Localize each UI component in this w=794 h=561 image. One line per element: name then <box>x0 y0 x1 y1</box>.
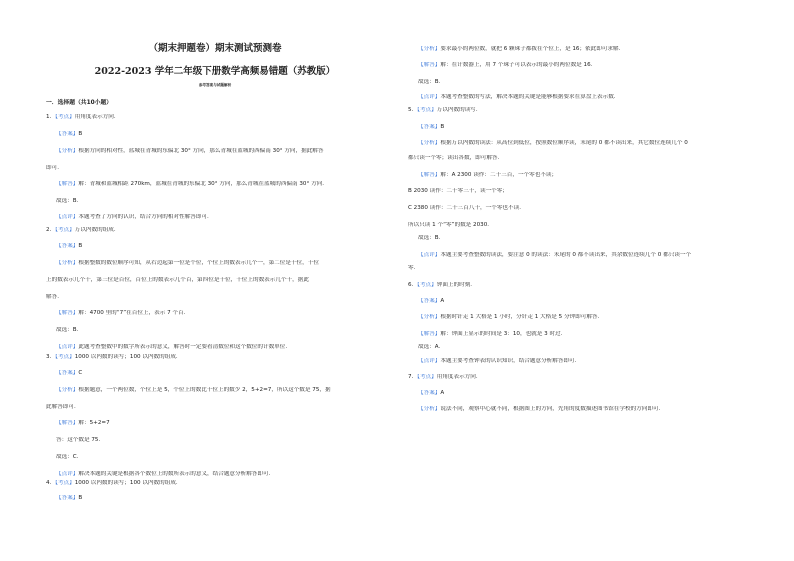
label-tag: 【解答】 <box>418 172 441 178</box>
right-text-line: 【分析】说法不同，观察中心就不同，根据图上的方向，先角的度数描述图书馆在学校的方向即可. <box>418 406 661 412</box>
label-tag: 【解答】 <box>418 331 441 337</box>
label-tag: 【考点】 <box>55 480 75 486</box>
label-tag: 【解答】 <box>56 181 79 187</box>
left-text-line: 故选：B. <box>56 198 79 204</box>
label-tag: 【分析】 <box>418 314 441 320</box>
label-tag: 【点评】 <box>56 344 79 350</box>
label-tag: 【点评】 <box>418 252 441 258</box>
right-text-line: 【答案】A <box>418 298 445 304</box>
right-text-line: 【分析】要求最小的两位数，就把 6 颗珠子都拨在个位上，是 16；依此即可求解. <box>418 46 621 52</box>
label-tag: 【解答】 <box>418 62 441 68</box>
left-text-line: 【解答】解：4700 里的“7”在百位上，表示 7 个百. <box>56 310 186 316</box>
left-text-line: 故选：C. <box>56 454 79 460</box>
page-title: （期末押题卷）期末测试预测卷 <box>148 43 282 54</box>
right-text-line: B 2030 读作：二千零三十，读一个零； <box>408 188 508 194</box>
right-text-line: 【解答】解：钟面上显示的时间是 3：10，也就是 3 时过. <box>418 331 563 337</box>
label-tag: 【分析】 <box>56 387 79 393</box>
left-text-line: 2．【考点】万以内数的组成. <box>46 227 116 233</box>
label-tag: 【考点】 <box>55 114 75 120</box>
right-text-line: C 2380 读作：二千三百八十，一个零也不读. <box>408 205 521 211</box>
right-text-line: 都只读一个零；读出各数，即可解答. <box>408 155 500 161</box>
right-text-line: 所以只读 1 个“零”的数是 2030. <box>408 222 490 228</box>
left-text-line: 解答. <box>46 294 59 300</box>
label-tag: 【答案】 <box>56 131 79 137</box>
label-tag: 【答案】 <box>56 370 79 376</box>
right-text-line: 【解答】解：A 2300 读作：二千三百，一个零也不读； <box>418 172 558 178</box>
left-text-line: 【答案】B <box>56 243 83 249</box>
label-tag: 【答案】 <box>56 243 79 249</box>
label-tag: 【分析】 <box>56 260 79 266</box>
label-tag: 【点评】 <box>418 94 441 100</box>
right-text-line: 【分析】根据万以内数的读法：从高位到低位，按照数位顺序读，末尾的 0 都不读出来，其它数位连续几个 0 <box>418 140 688 146</box>
left-text-line: 【点评】此题考查整数中的数字所表示的意义，解答时一定要看清数位和这个数位的计数单位. <box>56 344 288 350</box>
left-text-line: 【解答】解：青城和蓝城相距 270km，蓝城在青城的东偏北 30° 方向，那么青城在蓝城的西偏南 30° 方向. <box>56 181 325 187</box>
left-text-line: 【答案】B <box>56 131 83 137</box>
page-subtitle: 2022-2023 学年二年级下册数学高频易错题（苏教版） <box>94 66 336 77</box>
label-tag: 【答案】 <box>418 390 441 396</box>
left-text-line: 【解答】解：5+2=7 <box>56 420 110 426</box>
label-tag: 【考点】 <box>417 374 437 380</box>
left-text-line: 此解答即可. <box>46 404 76 410</box>
right-text-line: 【答案】A <box>418 390 445 396</box>
right-text-line: 5．【考点】万以内数的读写. <box>408 107 478 113</box>
label-tag: 【考点】 <box>55 227 75 233</box>
right-text-line: 故选：B. <box>418 79 441 85</box>
label-tag: 【答案】 <box>418 124 441 130</box>
left-text-line: 【分析】根据题意，一个两位数，个位上是 5，个位上的数比十位上的数少 2，5+2=7，所以这个数是 75，据 <box>56 387 331 393</box>
left-text-line: 【答案】B <box>56 495 83 501</box>
right-text-line: 故选：A. <box>418 344 441 350</box>
label-tag: 【解答】 <box>56 420 79 426</box>
left-text-line: 1．【考点】用角度表示方向. <box>46 114 116 120</box>
label-tag: 【答案】 <box>418 298 441 304</box>
right-text-line: 【分析】根据时针走 1 大格是 1 小时，分针走 1 大格是 5 分钟即可解答. <box>418 314 600 320</box>
left-text-line: 3．【考点】1000 以内数的读写；100 以内数的组成. <box>46 354 178 360</box>
answer-heading: 参考答案与试题解析 <box>198 83 232 87</box>
right-text-line: 【点评】本题考查整数的写法，解决本题的关键是能够根据要求在算盘上表示数. <box>418 94 616 100</box>
right-text-line: 【点评】本题主要考查钟表的认识知识，结合题意分析解答即可. <box>418 358 577 364</box>
left-text-line: 故选：B. <box>56 327 79 333</box>
label-tag: 【分析】 <box>418 406 441 412</box>
left-text-line: 上的数表示几个十，第三位是百位，百位上的数表示几个百，第四位是千位，千位上的数表示几个千，据此 <box>46 277 309 283</box>
label-tag: 【分析】 <box>56 148 79 154</box>
left-text-line: 答：这个数是 75. <box>56 437 101 443</box>
label-tag: 【考点】 <box>417 282 437 288</box>
right-text-line: 【答案】B <box>418 124 445 130</box>
right-text-line: 零. <box>408 265 416 271</box>
label-tag: 【点评】 <box>418 358 441 364</box>
right-text-line: 6．【考点】钟面上的时刻. <box>408 282 473 288</box>
right-text-line: 【解答】解：在计数器上，用 7 个珠子可以表示的最小的两位数是 16. <box>418 62 593 68</box>
label-tag: 【点评】 <box>56 214 79 220</box>
label-tag: 【分析】 <box>418 46 441 52</box>
left-text-line: 4．【考点】1000 以内数的读写；100 以内数的组成. <box>46 480 178 486</box>
label-tag: 【分析】 <box>418 140 441 146</box>
left-text-line: 【分析】根据方向的相对性，蓝城在青城的东偏北 30° 方向，那么青城在蓝城的西偏南 30° 方向，据此解答 <box>56 148 324 154</box>
right-text-line: 【点评】本题主要考查整数的读法，要注意 0 的读法：末尾的 0 都不读出来，其余数位连续几个 0 都只读一个 <box>418 252 692 258</box>
label-tag: 【解答】 <box>56 310 79 316</box>
left-text-line: 【分析】根据整数的数位顺序可知，从右边起第一位是个位，个位上的数表示几个一，第二位是十位，十位 <box>56 260 319 266</box>
right-text-line: 故选：B. <box>418 235 441 241</box>
left-text-line: 【点评】本题考查了方向的认识，结合方向的相对性解答即可. <box>56 214 209 220</box>
label-tag: 【答案】 <box>56 495 79 501</box>
left-text-line: 即可. <box>46 165 59 171</box>
section-heading: 一．选择题（共10小题） <box>46 100 113 106</box>
label-tag: 【点评】 <box>56 471 79 477</box>
left-text-line: 【答案】C <box>56 370 83 376</box>
label-tag: 【考点】 <box>55 354 75 360</box>
right-text-line: 7．【考点】用角度表示方向. <box>408 374 478 380</box>
label-tag: 【考点】 <box>417 107 437 113</box>
left-text-line: 【点评】解决本题的关键是根据各个数位上的数所表示的意义，结合题意分析解答即可. <box>56 471 271 477</box>
